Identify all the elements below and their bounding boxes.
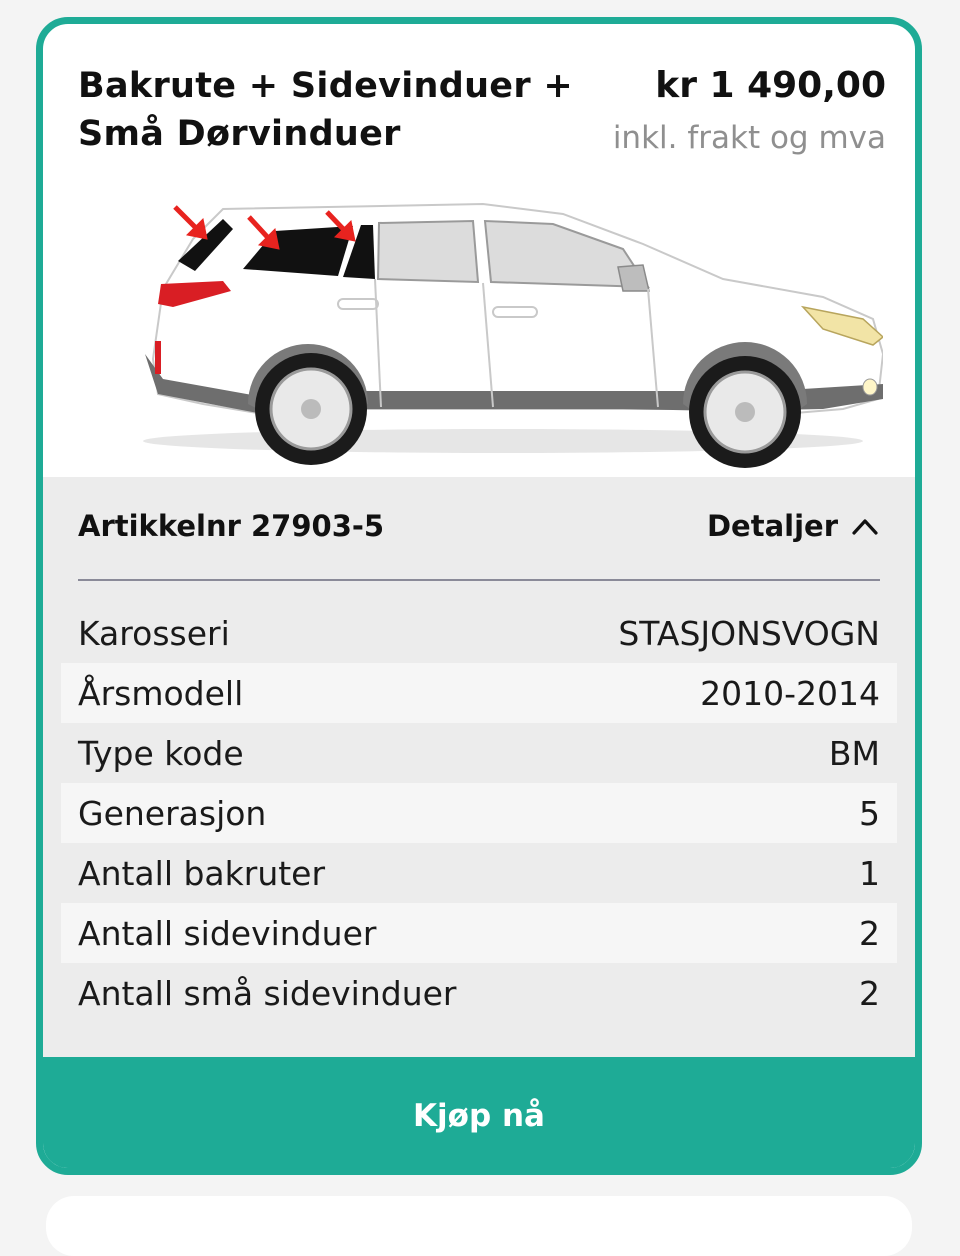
spec-row-antall-sidevinduer bbox=[61, 903, 897, 963]
spec-row-antall-bakruter bbox=[61, 843, 897, 903]
price-note: inkl. frakt og mva bbox=[612, 120, 886, 156]
product-title-line-2: Små Dørvinduer bbox=[78, 114, 401, 154]
article-number: Artikkelnr 27903-5 bbox=[78, 509, 385, 543]
chevron-up-icon bbox=[850, 511, 880, 541]
details-panel bbox=[43, 477, 915, 1057]
details-toggle[interactable] bbox=[707, 502, 880, 550]
product-price: kr 1 490,00 bbox=[655, 65, 886, 106]
spec-table bbox=[61, 603, 897, 1023]
spec-label: Antall små sidevinduer bbox=[78, 973, 457, 1013]
product-title bbox=[78, 62, 598, 158]
spec-value: STASJONSVOGN bbox=[618, 613, 880, 653]
spec-row-arsmodell bbox=[61, 663, 897, 723]
spec-value: BM bbox=[828, 733, 880, 773]
spec-row-antall-sma-sidevinduer bbox=[61, 963, 897, 1023]
spec-row-generasjon bbox=[61, 783, 897, 843]
spec-label: Antall sidevinduer bbox=[78, 913, 377, 953]
spec-value: 2 bbox=[859, 973, 880, 1013]
next-product-card bbox=[46, 1196, 912, 1256]
spec-row-type-kode bbox=[61, 723, 897, 783]
spec-label: Generasjon bbox=[78, 793, 267, 833]
spec-row-karosseri bbox=[61, 603, 897, 663]
spec-label: Karosseri bbox=[78, 613, 230, 653]
product-title-line-1: Bakrute + Sidevinduer + bbox=[78, 66, 574, 106]
details-toggle-label: Detaljer bbox=[706, 509, 838, 543]
product-header bbox=[78, 62, 886, 192]
details-header bbox=[78, 502, 880, 562]
buy-now-button[interactable]: Kjøp nå bbox=[43, 1057, 915, 1175]
product-card bbox=[36, 17, 922, 1175]
details-divider bbox=[78, 579, 880, 581]
spec-label: Antall bakruter bbox=[78, 853, 326, 893]
rear-window-arrow-icon bbox=[175, 207, 207, 239]
spec-label: Type kode bbox=[78, 733, 244, 773]
spec-label: Årsmodell bbox=[78, 673, 244, 713]
spec-value: 5 bbox=[859, 793, 880, 833]
spec-value: 2010-2014 bbox=[700, 673, 880, 713]
spec-value: 2 bbox=[859, 913, 880, 953]
spec-value: 1 bbox=[859, 853, 880, 893]
station-wagon-car-illustration bbox=[83, 179, 883, 479]
